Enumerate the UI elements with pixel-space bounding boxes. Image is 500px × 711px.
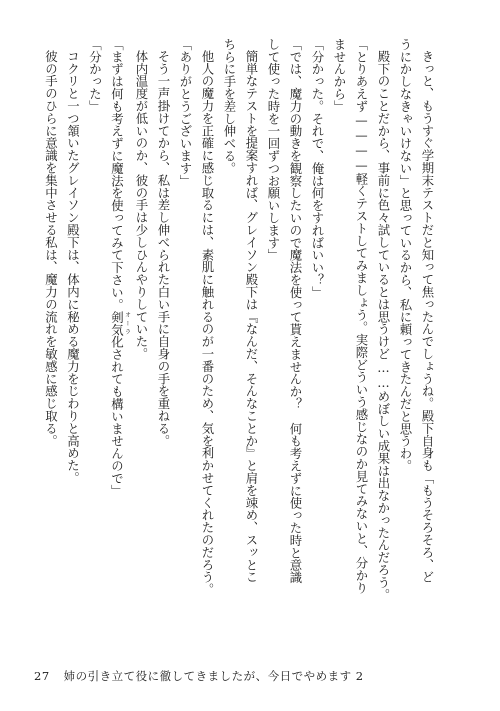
text-line: うにかしなきゃいけない」と思っているから、私に頼ってきたんだと思うわ。 [398, 38, 413, 472]
ruby-word: 剣気 オーラ [109, 310, 131, 336]
page-number: 27 [34, 669, 50, 683]
text-line: ませんから」 [332, 38, 347, 113]
text-line: 彼の手のひらに意識を集中させる私は、魔力の流れを敏感に感じ取る。 [43, 50, 59, 448]
text-line: 「ありがとうございます」 [178, 38, 193, 187]
text-line-with-ruby [106, 38, 131, 650]
text-line: ちらに手を差し伸べる。 [222, 38, 237, 175]
text-line: 殿下のことだから、事前に色々試しているとは思うけど……めぼしい成果は出なかったんだろう。 [376, 50, 391, 602]
text-line: 「では、魔力の動きを観察したいので魔法を使って貰えませんか？ 何も考えずに使った時と意識 [288, 38, 303, 584]
text-line: きっと、もうすぐ学期末テストだと知って焦ったんでしょうね。殿下自身も「もうそろそろ、ど [420, 50, 435, 584]
text-line: そう一声掛けてから、私は差し伸べられた白い手に自身の手を重ねる。 [156, 50, 171, 448]
vertical-body-text [43, 38, 438, 650]
ruby-text: オーラ [123, 310, 131, 336]
text-line: 「分かった」 [87, 38, 103, 113]
text-line: 「まずは何も考えずに魔法を使ってみて下さい。剣気 オーラ化されても構いませんので」 [109, 38, 131, 497]
text-line: して使った時を一回ずつお願いします」 [266, 38, 281, 262]
running-title: 姉の引き立て役に徹してきましたが、今日でやめます 2 [63, 669, 364, 683]
page-footer [34, 668, 364, 684]
text-line: 「分かった。それで、俺は何をすればいい？」 [310, 38, 325, 299]
text-line: コクリと一つ頷いたグレイソン殿下は、体内に秘める魔力をじわりと高めた。 [65, 50, 81, 485]
text-line: 体内温度が低いのか、彼の手は少しひんやりしていた。 [134, 50, 149, 361]
text-line: 他人の魔力を正確に感じ取るには、素肌に触れるのが一番のため、気を利かせてくれたのだろう。 [200, 50, 215, 596]
text-line: 簡単なテストを提案すれば、グレイソン殿下は『なんだ、そんなことか』と肩を竦め、スッとこ [244, 50, 259, 584]
text-line: 「とりあえず————軽くテストしてみましょう。実際どういう感じなのか見てみないと、分かり [354, 38, 369, 594]
